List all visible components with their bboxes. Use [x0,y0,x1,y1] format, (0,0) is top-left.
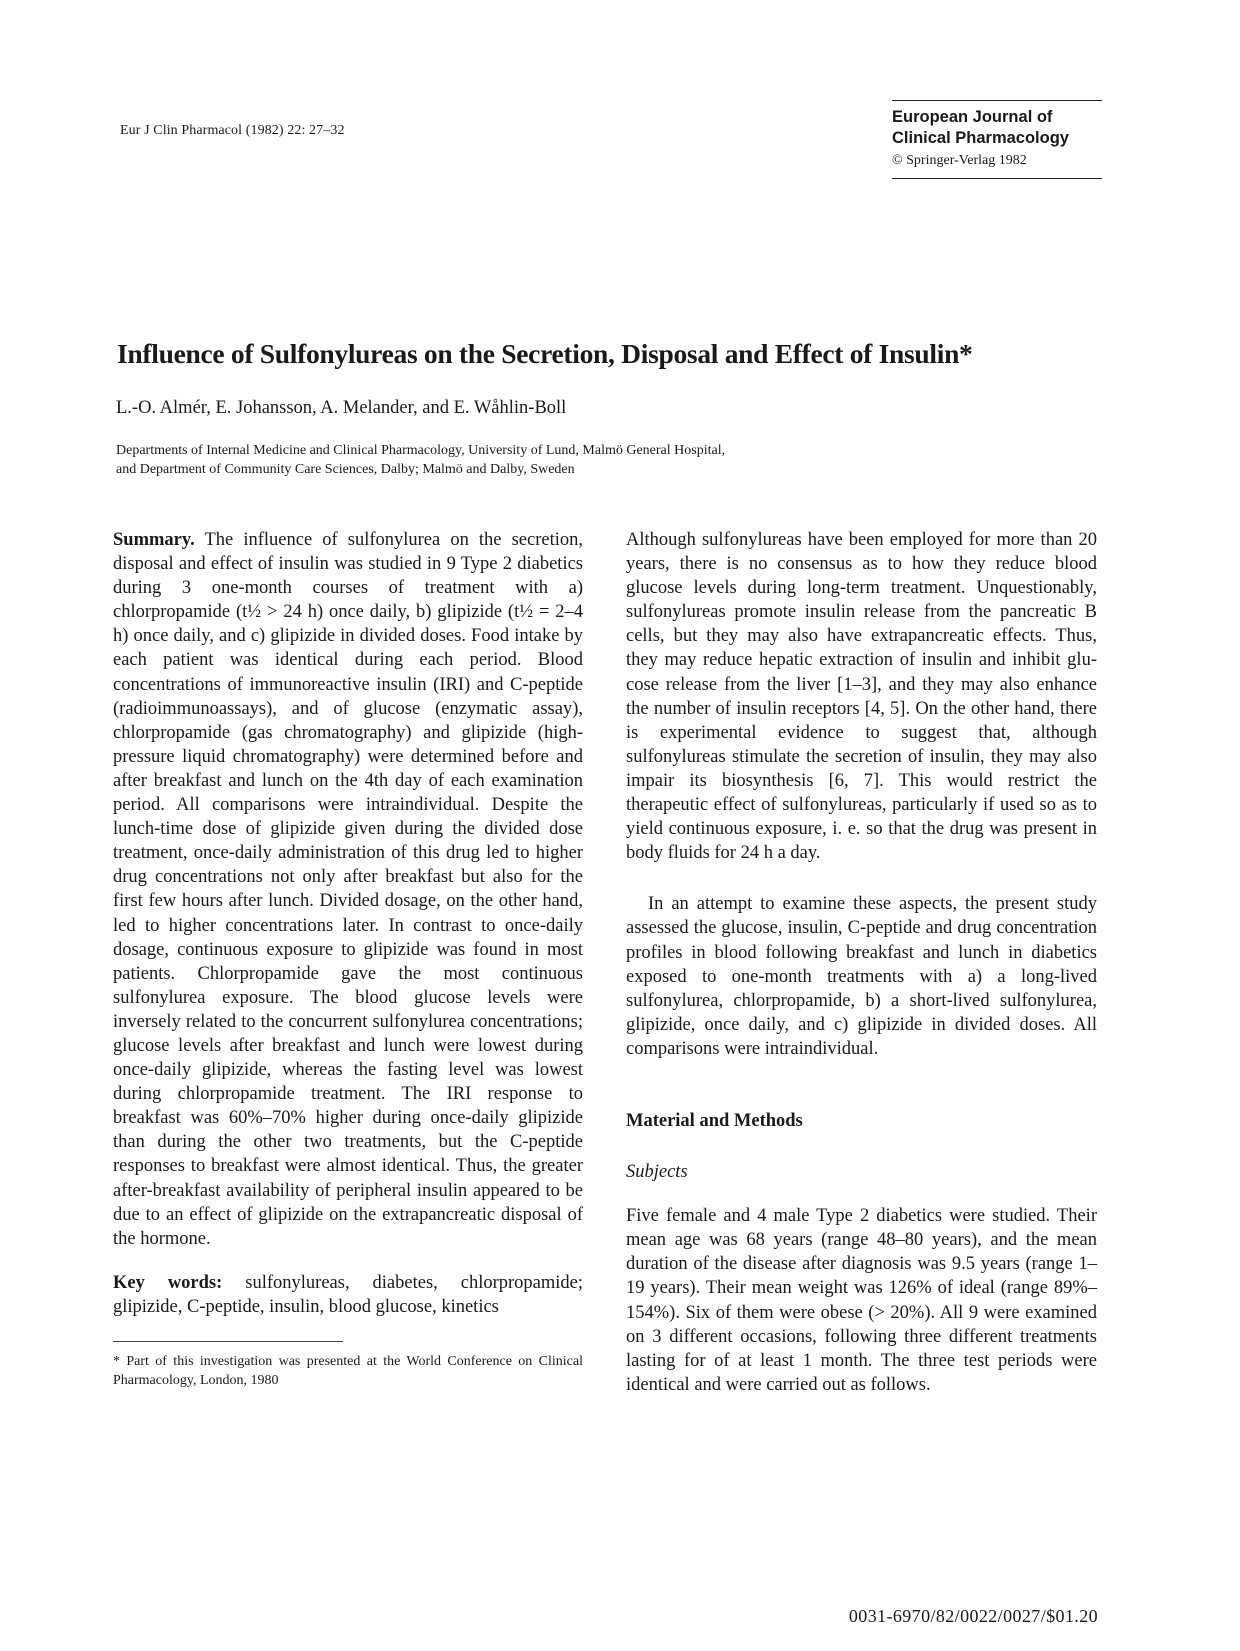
affiliation-line1: Departments of Internal Medicine and Clinical Pharmacology, University of Lund, Malmö General Hospital, [116,443,726,458]
footnote-divider [113,1341,343,1342]
subjects-paragraph: Five female and 4 male Type 2 diabetics were studied. Their mean age was 68 years (range 48–80 years), and the mean duration of the disease after diagnosis was 9.5 years (range 1–19 years). Their mean weight was 126% of ideal (range 89%–154%). Six of them were obese (> 20%). All 9 were examined on 3 different occasions, following three different treatments lasting for of at least 1 month. The three test periods were identical and were carried out as follows. [626,1206,1097,1395]
intro-paragraph-2: In an attempt to examine these aspects, the present study assessed the glucose, insulin, C-peptide and drug concentration profiles in blood following breakfast and lunch in diabetics exposed to one-month treatments with a) a long-lived sulfonylurea, chlorpropamide, b) a short-lived sulfonylurea, glipizide, once daily, and c) glipizide in divided doses. All comparisons were intraindividual. [626,894,1097,1059]
journal-name-line2: Clinical Pharmacology [892,129,1069,147]
journal-name-line1: European Journal of [892,108,1053,126]
subsection-heading-subjects: Subjects [626,1162,688,1183]
footnote: * Part of this investigation was presented at the World Conference on Clinical Pharmacology, London, 1980 [113,1354,583,1388]
article-title: Influence of Sulfonylureas on the Secretion, Disposal and Effect of Insulin* [117,338,973,369]
summary-label: Summary. [113,530,195,550]
issn-code: 0031-6970/82/0022/0027/$01.20 [848,1606,1098,1626]
keywords-label: Key words: [113,1272,223,1293]
intro-paragraph-1: Although sulfonylureas have been employed for more than 20 years, there is no consensus as to how they reduce blood glucose levels during long-term treatment. Unquestionably, sulfonylureas promote insulin release from the pancreatic B cells, but they may also have extrapancreatic effects. Thus, they may reduce hepatic extraction of insulin and inhibit glucose release from the liver [1–3], and they may also enhance the number of insulin receptors [4, 5]. On the other hand, there is experimental evidence to suggest that, although sulfonylureas stimulate the secretion of insulin, they may also impair its biosynthesis [6, 7]. This would restrict the therapeutic effect of sulfonylureas, particularly if used so as to yield continuous exposure, i. e. so that the drug was present in body fluids for 24 h a day. [626,530,1097,864]
affiliation-line2: and Department of Community Care Sciences, Dalby; Malmö and Dalby, Sweden [116,462,575,477]
keywords-paragraph [113,1271,583,1319]
article-affiliation [116,441,1016,479]
right-column [626,528,1097,1397]
journal-citation: Eur J Clin Pharmacol (1982) 22: 27–32 [120,123,345,138]
summary-text: The influence of sulfonylurea on the secretion, disposal and effect of insulin was studied in 9 Type 2 diabetics during 3 one-month courses of treatment with a) chlorpropamide (t½ > 24 h) once daily, b) glipizide (t½ = 2–4 h) once daily, and c) glipizide in divided doses. Food intake by each patient was identical during each period. Blood concentrations of immunoreactive insulin (IRI) and C-peptide (radioimmunoassays), and of glucose (enzymatic assay), chlorpropamide (gas chromatography) and glipizide (high-pressure liquid chromatography) were determined before and after breakfast and lunch on the 4th day of each examination period. All comparisons were intraindividual. Despite the lunch-time dose of glipizide given during the divided dose treatment, once-daily administration of this drug led to higher drug concentrations not only after breakfast but also for the first few hours after lunch. Divided dosage, on the other hand, led to higher concentrations later. In contrast to once-daily dosage, continuous exposure to glipizide was found in most patients. Chlorpropamide gave the most continuous sulfonylurea exposure. The blood glucose levels were inversely related to the concurrent sulfonylurea concentrations; glucose levels after breakfast and lunch were lowest during once-daily glipizide, whereas the fasting level was lowest during chlorpropamide treatment. The IRI response to breakfast was 60%–70% higher during once-daily glipizide than during the other two treatments, but the C-peptide responses to breakfast were almost identical. Thus, the greater after-breakfast availability of peripheral insulin appeared to be due to an effect of glipizide on the extrapancreatic disposal of the hormone. [113,530,584,1249]
publisher-copyright: © Springer-Verlag 1982 [892,153,1027,168]
left-column [113,528,583,1390]
keywords-text: sulfonylureas, diabetes, chlorpropamide; glipizide, C-peptide, insulin, blood glucose, kinetics [113,1272,583,1317]
summary-paragraph [113,528,583,1251]
article-authors: L.-O. Almér, E. Johansson, A. Melander, and E. Wåhlin-Boll [116,398,567,418]
journal-masthead [892,100,1102,179]
section-heading-methods: Material and Methods [626,1110,803,1131]
